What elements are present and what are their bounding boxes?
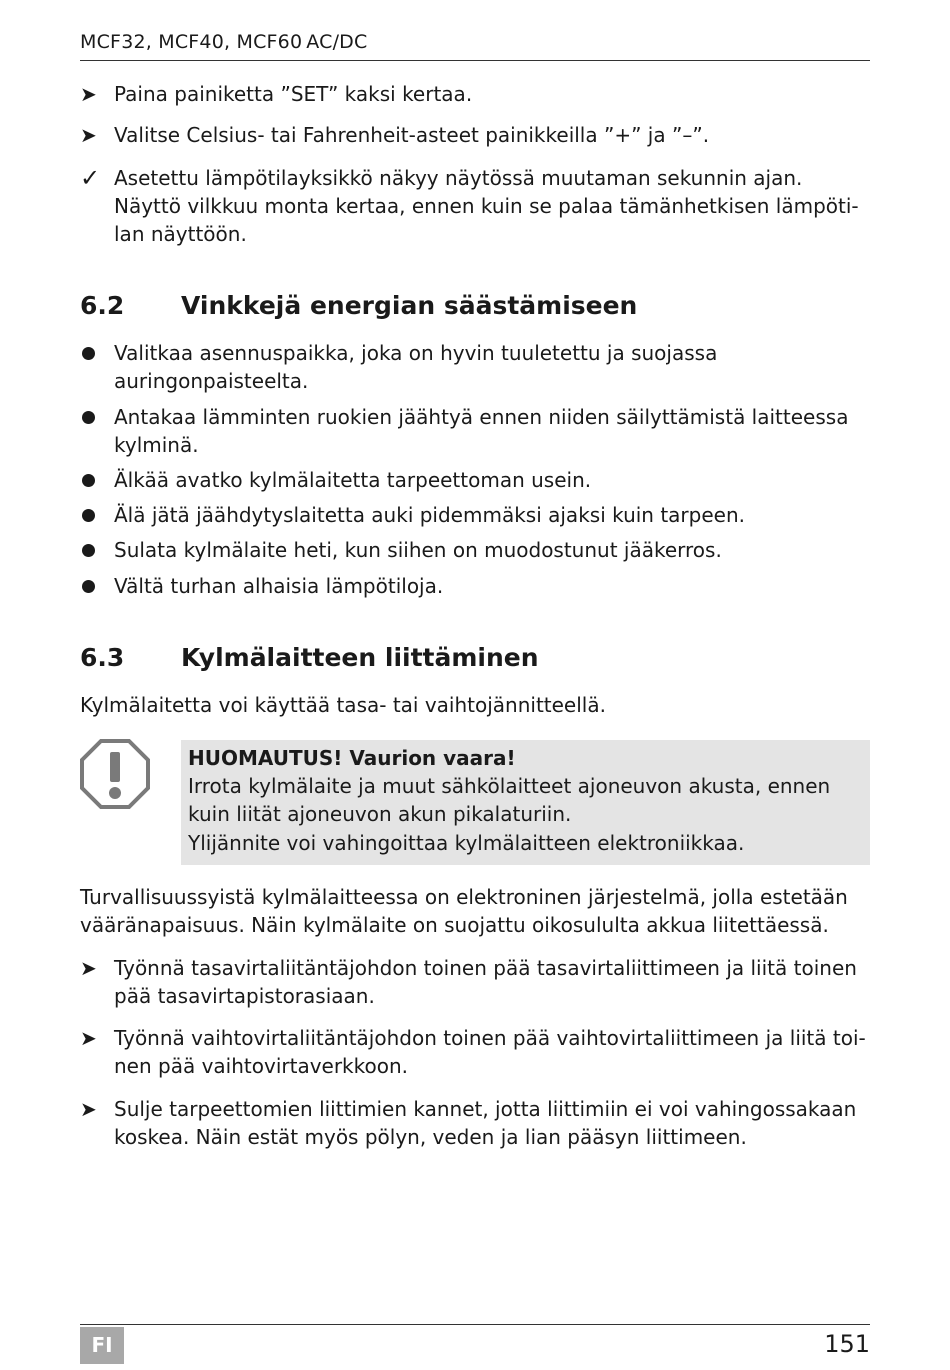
list-item xyxy=(80,572,875,600)
intro-paragraph: Kylmälaitetta voi käyttää tasa- tai vaihtojännitteellä. xyxy=(80,693,606,717)
step-text: Työnnä vaihtovirtaliitäntäjohdon toinen pää vaihtovirtaliittimeen ja liitä toi- xyxy=(114,1026,866,1050)
arrow-icon: ➤ xyxy=(80,1026,97,1050)
list-item xyxy=(80,536,875,564)
list-item-line: Älkää avatko kylmälaitetta tarpeettoman usein. xyxy=(114,468,592,492)
step-item xyxy=(80,1095,875,1151)
arrow-icon: ➤ xyxy=(80,123,97,147)
bullet-icon xyxy=(82,544,95,557)
step-item xyxy=(80,121,875,149)
footer-divider xyxy=(80,1324,870,1325)
page-number: 151 xyxy=(824,1330,870,1358)
step-item xyxy=(80,954,875,1010)
bullet-icon xyxy=(82,474,95,487)
notice-line: Irrota kylmälaite ja muut sähkölaitteet ajoneuvon akusta, ennen xyxy=(188,774,831,798)
section-title: Vinkkejä energian säästämiseen xyxy=(181,291,638,320)
section-heading xyxy=(80,642,539,674)
step-text: koskea. Näin estät myös pölyn, veden ja lian pääsyn liittimeen. xyxy=(114,1125,747,1149)
bullet-icon xyxy=(82,580,95,593)
list-item-line: Sulata kylmälaite heti, kun siihen on muodostunut jääkerros. xyxy=(114,538,722,562)
body-paragraph-line: vääränapaisuus. Näin kylmälaite on suojattu oikosululta akkua liitettäessä. xyxy=(80,913,829,937)
list-item xyxy=(80,466,875,494)
result-line: Näyttö vilkkuu monta kertaa, ennen kuin se palaa tämänhetkisen lämpöti- xyxy=(114,194,859,218)
list-item-line: Vältä turhan alhaisia lämpötiloja. xyxy=(114,574,444,598)
notice-line: kuin liität ajoneuvon akun pikalaturiin. xyxy=(188,802,572,826)
step-text: Valitse Celsius- tai Fahrenheit-asteet painikkeilla ”+” ja ”–”. xyxy=(114,123,710,147)
running-header: MCF32, MCF40, MCF60 AC/DC xyxy=(80,31,368,53)
list-item xyxy=(80,501,875,529)
list-item-line: Valitkaa asennuspaikka, joka on hyvin tuuletettu ja suojassa xyxy=(114,341,718,365)
list-item-line: Antakaa lämminten ruokien jäähtyä ennen niiden säilyttämistä laitteessa xyxy=(114,405,849,429)
arrow-icon: ➤ xyxy=(80,956,97,980)
arrow-icon: ➤ xyxy=(80,82,97,106)
language-badge: FI xyxy=(80,1327,124,1364)
list-item-line: Älä jätä jäähdytyslaitetta auki pidemmäksi ajaksi kuin tarpeen. xyxy=(114,503,745,527)
bullet-icon xyxy=(82,347,95,360)
section-number: 6.3 xyxy=(80,643,125,672)
arrow-icon: ➤ xyxy=(80,1097,97,1121)
step-item xyxy=(80,80,875,108)
check-icon: ✓ xyxy=(80,164,101,192)
bullet-icon xyxy=(82,411,95,424)
step-text: Työnnä tasavirtaliitäntäjohdon toinen pää tasavirtaliittimeen ja liitä toinen xyxy=(114,956,857,980)
section-title: Kylmälaitteen liittäminen xyxy=(181,643,539,672)
list-item-line: kylminä. xyxy=(114,433,199,457)
bullet-icon xyxy=(82,509,95,522)
list-item xyxy=(80,339,875,395)
result-line: lan näyttöön. xyxy=(114,222,247,246)
step-text: nen pää vaihtovirtaverkkoon. xyxy=(114,1054,409,1078)
section-number: 6.2 xyxy=(80,291,125,320)
result-item xyxy=(80,164,875,248)
step-text: Sulje tarpeettomien liittimien kannet, jotta liittimiin ei voi vahingossakaan xyxy=(114,1097,857,1121)
section-heading xyxy=(80,290,637,322)
header-divider xyxy=(80,60,870,61)
body-paragraph-line: Turvallisuussyistä kylmälaitteessa on elektroninen järjestelmä, jolla estetään xyxy=(80,885,848,909)
notice-line: Ylijännite voi vahingoittaa kylmälaitteen elektroniikkaa. xyxy=(188,831,745,855)
step-text: pää tasavirtapistorasiaan. xyxy=(114,984,375,1008)
list-item xyxy=(80,403,875,459)
step-text: Paina painiketta ”SET” kaksi kertaa. xyxy=(114,82,473,106)
warning-octagon-icon xyxy=(79,738,151,810)
result-line: Asetettu lämpötilayksikkö näkyy näytössä muutaman sekunnin ajan. xyxy=(114,166,803,190)
notice-title: HUOMAUTUS! Vaurion vaara! xyxy=(188,746,516,770)
step-item xyxy=(80,1024,875,1080)
list-item-line: auringonpaisteelta. xyxy=(114,369,309,393)
